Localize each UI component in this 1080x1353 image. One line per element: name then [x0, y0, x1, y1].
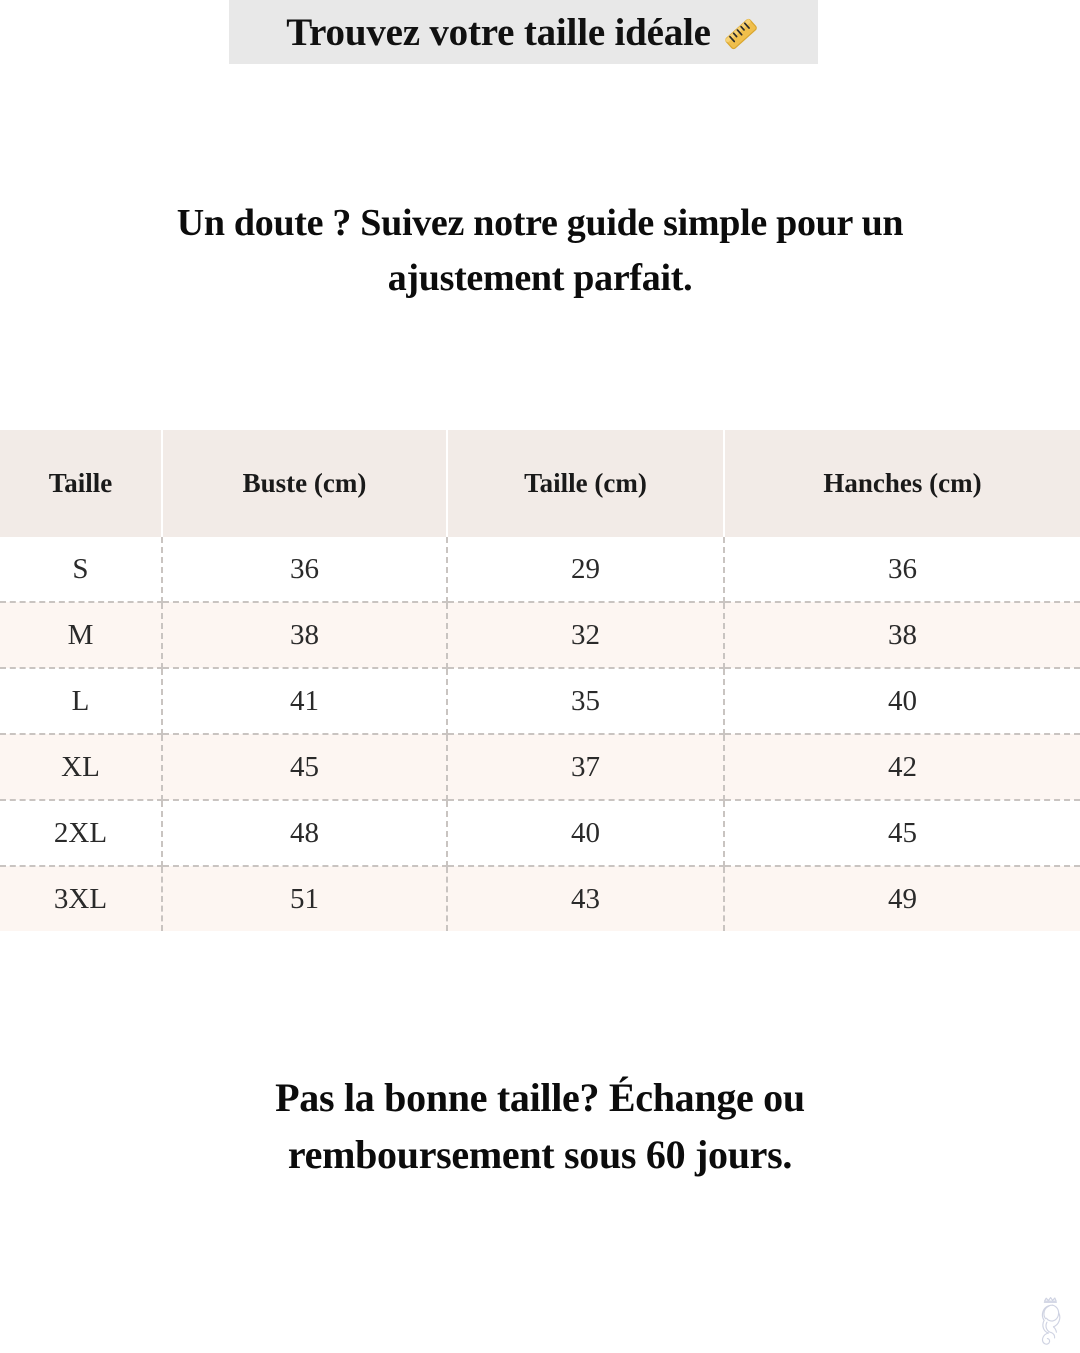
cell-waist: 32: [447, 602, 724, 668]
table-row: [0, 734, 1080, 800]
table-body: [0, 537, 1080, 931]
table-row: [0, 800, 1080, 866]
ruler-icon: [721, 14, 761, 54]
column-header-waist: Taille (cm): [447, 430, 724, 537]
cell-hips: 40: [724, 668, 1080, 734]
brand-watermark-logo: [1022, 1292, 1078, 1348]
cell-hips: 38: [724, 602, 1080, 668]
cell-bust: 48: [162, 800, 447, 866]
cell-size: 2XL: [0, 800, 162, 866]
page-title: Trouvez votre taille idéale: [286, 10, 711, 54]
cell-size: XL: [0, 734, 162, 800]
cell-bust: 41: [162, 668, 447, 734]
table-header: [0, 430, 1080, 537]
cell-waist: 37: [447, 734, 724, 800]
return-policy-note: [140, 1070, 940, 1184]
table-row: [0, 537, 1080, 602]
guide-subtitle: Un doute ? Suivez notre guide simple pour un ajustement parfait.: [176, 202, 904, 300]
cell-hips: 45: [724, 800, 1080, 866]
cell-waist: 43: [447, 866, 724, 931]
title-banner: [0, 0, 1080, 64]
cell-bust: 36: [162, 537, 447, 602]
table-row: [0, 602, 1080, 668]
cell-waist: 35: [447, 668, 724, 734]
cell-hips: 49: [724, 866, 1080, 931]
cell-size: M: [0, 602, 162, 668]
page-title-row: [229, 0, 818, 64]
table-row: [0, 866, 1080, 931]
table-header-row: [0, 430, 1080, 537]
column-header-bust: Buste (cm): [162, 430, 447, 537]
return-policy-line-2: remboursement sous 60 jours.: [287, 1131, 793, 1177]
cell-waist: 40: [447, 800, 724, 866]
column-header-size: Taille: [0, 430, 162, 537]
cell-waist: 29: [447, 537, 724, 602]
cell-size: 3XL: [0, 866, 162, 931]
cell-hips: 36: [724, 537, 1080, 602]
cell-size: S: [0, 537, 162, 602]
cell-size: L: [0, 668, 162, 734]
return-policy-line-1: Pas la bonne taille? Échange ou: [275, 1075, 805, 1120]
cell-bust: 38: [162, 602, 447, 668]
cell-bust: 51: [162, 866, 447, 931]
cell-bust: 45: [162, 734, 447, 800]
size-chart-table: [0, 430, 1080, 931]
cell-hips: 42: [724, 734, 1080, 800]
table-row: [0, 668, 1080, 734]
column-header-hips: Hanches (cm): [724, 430, 1080, 537]
